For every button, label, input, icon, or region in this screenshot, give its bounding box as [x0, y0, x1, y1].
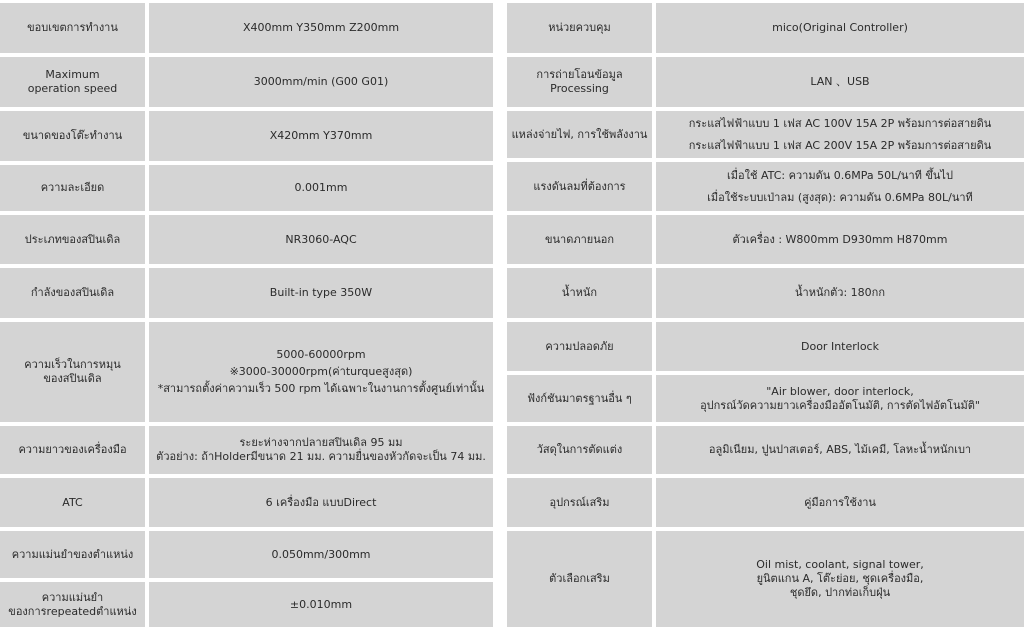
- spec-value-line: เมื่อใช้ ATC: ความดัน 0.6MPa 50L/นาที ขึ้นไป: [727, 168, 953, 182]
- spec-label: [0, 3, 145, 53]
- spec-value: [149, 322, 493, 422]
- spec-label: [507, 375, 652, 422]
- spec-value: [656, 162, 1024, 211]
- spec-value: [149, 478, 493, 527]
- spec-label: [507, 162, 652, 211]
- spec-label: [0, 426, 145, 474]
- spec-value: [149, 165, 493, 211]
- spec-label-line: ความแม่นยำของตำแหน่ง: [11, 547, 134, 561]
- spec-value: [656, 3, 1024, 53]
- spec-value-line: ※3000-30000rpm(ค่าturqueสูงสุด): [229, 365, 413, 378]
- spec-label: [0, 215, 145, 264]
- spec-value: [149, 3, 493, 53]
- spec-label: [507, 111, 652, 158]
- spec-label: [0, 111, 145, 161]
- spec-value-line: 0.050mm/300mm: [271, 547, 371, 561]
- spec-label-line: ATC: [62, 495, 83, 509]
- spec-label-line: operation speed: [27, 82, 118, 95]
- spec-label-line: น้ำหนัก: [561, 286, 598, 299]
- spec-label-line: ประเภทของสปินเดิล: [24, 232, 121, 246]
- spec-value: [656, 531, 1024, 627]
- spec-value: [656, 478, 1024, 527]
- spec-label-line: ฟังก์ชันมาตรฐานอื่น ๆ: [527, 391, 632, 405]
- spec-value: [149, 268, 493, 318]
- spec-label-line: แรงดันลมที่ต้องการ: [533, 179, 626, 193]
- spec-label-line: ขอบเขตการทำงาน: [27, 21, 118, 34]
- spec-value-line: "Air blower, door interlock,: [766, 384, 914, 398]
- spec-label-line: วัสดุในการตัดแต่ง: [536, 443, 623, 456]
- spec-label-line: ความแม่นยำ: [41, 590, 104, 604]
- spec-row: [0, 478, 493, 527]
- spec-value: [149, 215, 493, 264]
- spec-label: [0, 322, 145, 422]
- spec-row: [507, 215, 1024, 264]
- spec-value-line: กระแสไฟฟ้าแบบ 1 เฟส AC 100V 15A 2P พร้อมการต่อสายดิน: [688, 116, 992, 130]
- spec-label: [507, 531, 652, 627]
- spec-label: [507, 478, 652, 527]
- spec-value: [656, 322, 1024, 371]
- spec-row: [507, 268, 1024, 318]
- spec-value: [656, 215, 1024, 264]
- spec-label-line: ความยาวของเครื่องมือ: [18, 443, 127, 456]
- spec-value-line: X400mm Y350mm Z200mm: [242, 21, 400, 34]
- spec-row: [0, 426, 493, 474]
- spec-value-line: ±0.010mm: [289, 597, 353, 611]
- spec-row: [507, 3, 1024, 53]
- spec-value-line: Oil mist, coolant, signal tower,: [756, 558, 924, 571]
- spec-label-line: Processing: [550, 82, 609, 95]
- spec-value-line: ตัวเครื่อง : W800mm D930mm H870mm: [732, 232, 948, 246]
- spec-value-line: 5000-60000rpm: [276, 348, 366, 361]
- spec-label: [0, 57, 145, 107]
- spec-row: [0, 165, 493, 211]
- spec-row: [0, 57, 493, 107]
- spec-label-line: ความปลอดภัย: [545, 339, 614, 353]
- spec-label-line: ขนาดภายนอก: [544, 232, 615, 246]
- spec-label-line: ขนาดของโต๊ะทำงาน: [22, 129, 123, 142]
- spec-row: [507, 478, 1024, 527]
- spec-value: [656, 111, 1024, 158]
- spec-value: [656, 57, 1024, 107]
- spec-value-line: อุปกรณ์วัดความยาวเครื่องมืออัตโนมัติ, การตัดไฟอัตโนมัติ": [700, 398, 980, 412]
- spec-row: [507, 322, 1024, 371]
- spec-row: [507, 531, 1024, 627]
- spec-value-line: 6 เครื่องมือ แบบDirect: [265, 495, 377, 509]
- spec-row: [507, 375, 1024, 422]
- spec-value-line: 3000mm/min (G00 G01): [253, 75, 389, 88]
- spec-value-line: ตัวอย่าง: ถ้าHolderมีขนาด 21 มม. ความยื่นของหัวกัดจะเป็น 74 มม.: [156, 450, 486, 463]
- spec-label-line: ความเร็วในการหมุน: [24, 358, 121, 371]
- spec-value-line: LAN 、USB: [810, 75, 870, 88]
- spec-value-line: ชุดยึด, ปากท่อเก็บฝุ่น: [789, 586, 891, 599]
- spec-label-line: หน่วยควบคุม: [548, 21, 611, 34]
- spec-value-line: Built-in type 350W: [269, 286, 373, 299]
- spec-row: [507, 111, 1024, 158]
- spec-value-line: เมื่อใช้ระบบเป่าลม (สูงสุด): ความดัน 0.6MPa 80L/นาที: [707, 190, 973, 204]
- spec-value-line: mico(Original Controller): [772, 21, 908, 34]
- spec-value-line: ระยะห่างจากปลายสปินเดิล 95 มม: [239, 436, 403, 449]
- spec-row: [0, 322, 493, 422]
- spec-label-line: ของการrepeatedตำแหน่ง: [8, 604, 137, 618]
- spec-label: [507, 322, 652, 371]
- spec-label: [0, 478, 145, 527]
- spec-row: [507, 162, 1024, 211]
- spec-row: [0, 215, 493, 264]
- spec-label-line: ความละเอียด: [40, 181, 105, 194]
- spec-value-line: กระแสไฟฟ้าแบบ 1 เฟส AC 200V 15A 2P พร้อมการต่อสายดิน: [688, 138, 992, 152]
- spec-row: [507, 426, 1024, 474]
- spec-label: [507, 215, 652, 264]
- spec-value-line: คู่มือการใช้งาน: [804, 495, 876, 509]
- spec-value-line: น้ำหนักตัว: 180กก: [795, 286, 885, 299]
- spec-label-line: การถ่ายโอนข้อมูล: [536, 68, 623, 81]
- spec-value-line: Door Interlock: [801, 339, 879, 353]
- spec-value: [149, 531, 493, 578]
- spec-row: [0, 582, 493, 627]
- spec-value-line: อลูมิเนียม, ปูนปาสเตอร์, ABS, ไม้เคมี, โลหะน้ำหนักเบา: [708, 443, 972, 456]
- spec-value: [656, 375, 1024, 422]
- spec-label: [507, 3, 652, 53]
- spec-value: [149, 111, 493, 161]
- spec-row: [0, 3, 493, 53]
- spec-label-line: Maximum: [45, 68, 100, 81]
- spec-row: [0, 111, 493, 161]
- spec-row: [0, 531, 493, 578]
- spec-value: [149, 582, 493, 627]
- spec-row: [507, 57, 1024, 107]
- spec-value: [149, 426, 493, 474]
- spec-label-line: ตัวเลือกเสริม: [549, 572, 610, 585]
- spec-label: [0, 531, 145, 578]
- spec-label: [0, 165, 145, 211]
- spec-value-line: ยูนิตแกน A, โต๊ะย่อย, ชุดเครื่องมือ,: [756, 572, 924, 585]
- spec-value-line: 0.001mm: [294, 181, 348, 194]
- spec-value-line: X420mm Y370mm: [269, 129, 373, 142]
- spec-value: [656, 426, 1024, 474]
- spec-label: [507, 426, 652, 474]
- spec-label: [0, 268, 145, 318]
- spec-label-line: อุปกรณ์เสริม: [549, 495, 610, 509]
- spec-value: [656, 268, 1024, 318]
- spec-value-line: *สามารถตั้งค่าความเร็ว 500 rpm ได้เฉพาะในงานการตั้งศูนย์เท่านั้น: [157, 382, 485, 395]
- spec-label: [507, 57, 652, 107]
- spec-label: [507, 268, 652, 318]
- spec-label-line: ของสปินเดิล: [43, 372, 102, 385]
- spec-label-line: กำลังของสปินเดิล: [30, 286, 115, 299]
- spec-row: [0, 268, 493, 318]
- spec-label: [0, 582, 145, 627]
- spec-value: [149, 57, 493, 107]
- spec-label-line: แหล่งจ่ายไฟ, การใช้พลังงาน: [511, 127, 648, 141]
- spec-value-line: NR3060-AQC: [285, 232, 357, 246]
